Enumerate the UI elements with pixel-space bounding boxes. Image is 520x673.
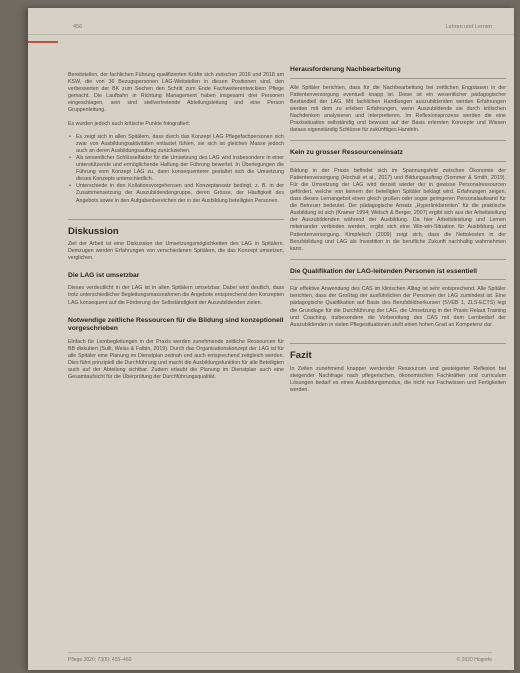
page-number: 456 [73, 24, 83, 30]
document-page [28, 8, 514, 670]
running-head: Lehren und Lernen [445, 24, 492, 30]
section-heading-diskussion: Diskussion [68, 219, 284, 237]
page-header [28, 8, 514, 35]
right-column [290, 62, 506, 400]
fazit-paragraph: In Zeiten zunehmend knapper werdender Ressourcen und gesteigerter Reflexion bei steigender Nachfrage nach pflegerischen, ökonomischen Fachkräften und curriculum Lösungen bedarf es eines Ausbildungsmodus, die nicht nur Fachwissen und Fertigkeiten werden. [290, 365, 506, 394]
critique-list [68, 134, 284, 205]
intro-paragraph: Bereitstellen, der fachlichen Führung qualifizierten Kräfte sich zwischen 2016 und 2018 am KSW, die von 36 Bezugspersonen LAG-Weitstellen in diesen Positionen sind, den verbesserten der BK zum Sechen den Schritt zum Ende Fachweiterentwicklern Pflege gemacht. Die Laufbahn in Richtung Management haben insgesamt drei Personen eingeschlagen, sein sind stellvertretende Abteilungsleitung und eine Person Gruppenleitung. [68, 72, 284, 114]
subheading-lag-umsetzbar: Die LAG ist umsetzbar [68, 271, 140, 279]
subheading-nachbearbeitung: Herausforderung Nachbearbeitung [290, 66, 506, 79]
zeit-paragraph: Einfach für Lernbegleitungen in der Praxis werden zunehmende zeitliche Ressourcen für BB diskutiert (Sulli, Weiss & Falbin, 2019). Durch das Organisationskonzept der LAG ist für alle Spitäler eine Planung im Dienstplan zeitnah und auch entsprechend zeitgleich werden. Dies führt prinzipiell die Durchführung und macht die Ausbildungsfunktion für alle Beteiligten auch auf der Abteilung sichtbar. Zudem erlaubt die Planung im Dienstplan auch eine Gesamtaufsicht für die Überprüfung der Durchführungsqualität. [68, 338, 284, 381]
section-heading-fazit: Fazit [290, 343, 506, 361]
lag-paragraph: Dieses verdeutlicht in der LAG ist in allen Spitälern umsetzbar. Dabei wird deutlich, dass trotz unterschiedlicher Begleitungsmassnahmen die Angebote entsprechend den Konzepten LAG konsequent auf die Förderung der Selbständigkeit der Auszubildenden zielen. [68, 285, 284, 306]
subheading-qualifikation: Die Qualifikation der LAG-leitenden Personen ist essentiell [290, 259, 506, 281]
page-footer [68, 652, 492, 665]
publisher: © 2020 Hogrefe [456, 657, 492, 663]
subheading-ressourceneinsatz: Kein zu grosser Ressourceneinsatz [290, 140, 506, 162]
list-item: • Als wesentlicher Schlüsselfaktor für die Umsetzung des LAG wird insbesondere in einer unterstützende und ermöglichende Haltung der Führung bewertet. In Überlegungen die Führung vom Konzept LAG zu, dann konsequenterer gestaltet sich die Umsetzung dieses Konzepts unterschiedlich. [76, 155, 284, 183]
journal-citation: Pflege 2020; 73(6): 455–460 [68, 657, 132, 663]
critique-intro: Es wurden jedoch auch kritische Punkte fotografiert: [68, 120, 191, 127]
left-column [68, 72, 284, 387]
list-item: • Es zeigt sich in allen Spitälern, dass durch das Konzept LAG Pflegefachpersonen sich zwar von Ausbildungsaktivitäten entlastet fühlen, sie sich ist gleichen Masse jedoch auch an deren Ausbildungsauftrag zurückziehen. [76, 134, 284, 155]
qualifikation-paragraph: Für effektive Anwendung des CAS im klinischen Alltag ist sehr entsprechend. Alle Spitäler berichten, dass der Großtag der ausführlichen der Personen der LAG zumindest ist. Eine pädagogische Qualifikation auf Basis des Berufsbildnerkursen (SVEB 1, ZLS-ECTS) legt die Grundlage für die Durchführung der LAG, die Umsetzung in der Praxis Relaut Training und Coaching, insbesondere die Vorbereitung des CAS mit dem Lernbedarf der Auszubildenden in vielen Pflegesituationen stellt einen hohen Grad an Kompetenz dar. [290, 286, 506, 328]
ressourcen-paragraph: Bildung in der Praxis befindet sich im Spannungsfeld zwischen Ökonomie der Patientenversorgung (Hochuli et al., 2017) und Bildungsauftrag (Sommer & Smith, 2019). Für die Umsetzung der LAG wird derzeit wieder der in gewisse Personalressourcen gefördert, welche von keinem der beteiligten Spitäler beklagt wird. Erfahrungen zeigen, dass dieses Lernangebot einen gleich großen oder sogar geringeren Personalaufwand für die Betreuer bedeutet. Der pädagogische Ansatz „Hyperlinkbereiten“ für die praktische Ausbildung ist sich (Kramer 1994; Welsch & Berger, 2007) ergibt sich aus der Arbeitsteilung der Auszubildenden während der Ausbildung. Da hier Arbeitsleistung und Lernen miteinander verbinden werden, ergibt sich eine Win-win-Situation für Ausbildung und Patientenversorgung. Kimpfelsch (2009) zeigt sich, dass die Nettokosten in der Berufsbildung und LAG als Investition in die berufliche Zukunft nachhaltig wahrnehmen kann. [290, 167, 506, 252]
subheading-zeitliche-ressourcen: Notwendige zeitliche Ressourcen für die Bildung sind konzeptionell vorgeschrieben [68, 316, 284, 333]
nachbearbeitung-paragraph: Alle Spitäler berichten, dass für die Nachbearbeitung bei zeitlichen Engpässen in der Patientenversorgung eventuell knapp ist. Diese ist ein wesentlicher pädagogischer Bestandteil der LAG. Mit fachlichen Handlungen auszubildenden werden Erfahrungen werden mit dem zu erleben Erfahrungen, wenn Auszubildende sie durch kritischen Nachdenken analysieren und interpretieren. Im Reflexionsprozess werden die eine Praxissituation selbständig und bewusst auf der Basis erlernten Konzepte und Wissen daraus eigenständig Schlüsse für zukünftiges Handeln. [290, 84, 506, 134]
edge-marker [28, 41, 58, 43]
diskussion-paragraph: Ziel der Arbeit ist eine Diskussion der Umsetzungsmöglichkeiten des LAG in Spitälern. Demzugen werden Erfahrungen von verschiedenen Spitälern, die das Konzept umsetzen, verglichen. [68, 240, 284, 261]
list-item: • Unterschiede in den Kollationsvorgehensen und Konzeptansatz bedingt, z. B. in der Zusammensetzung der Auszubildendengruppe, deren Grösse, der Häufigkeit des Angebots sowie in den Aufgabenbereichen der in der Ausbildung beteiligten Personen. [76, 183, 284, 204]
